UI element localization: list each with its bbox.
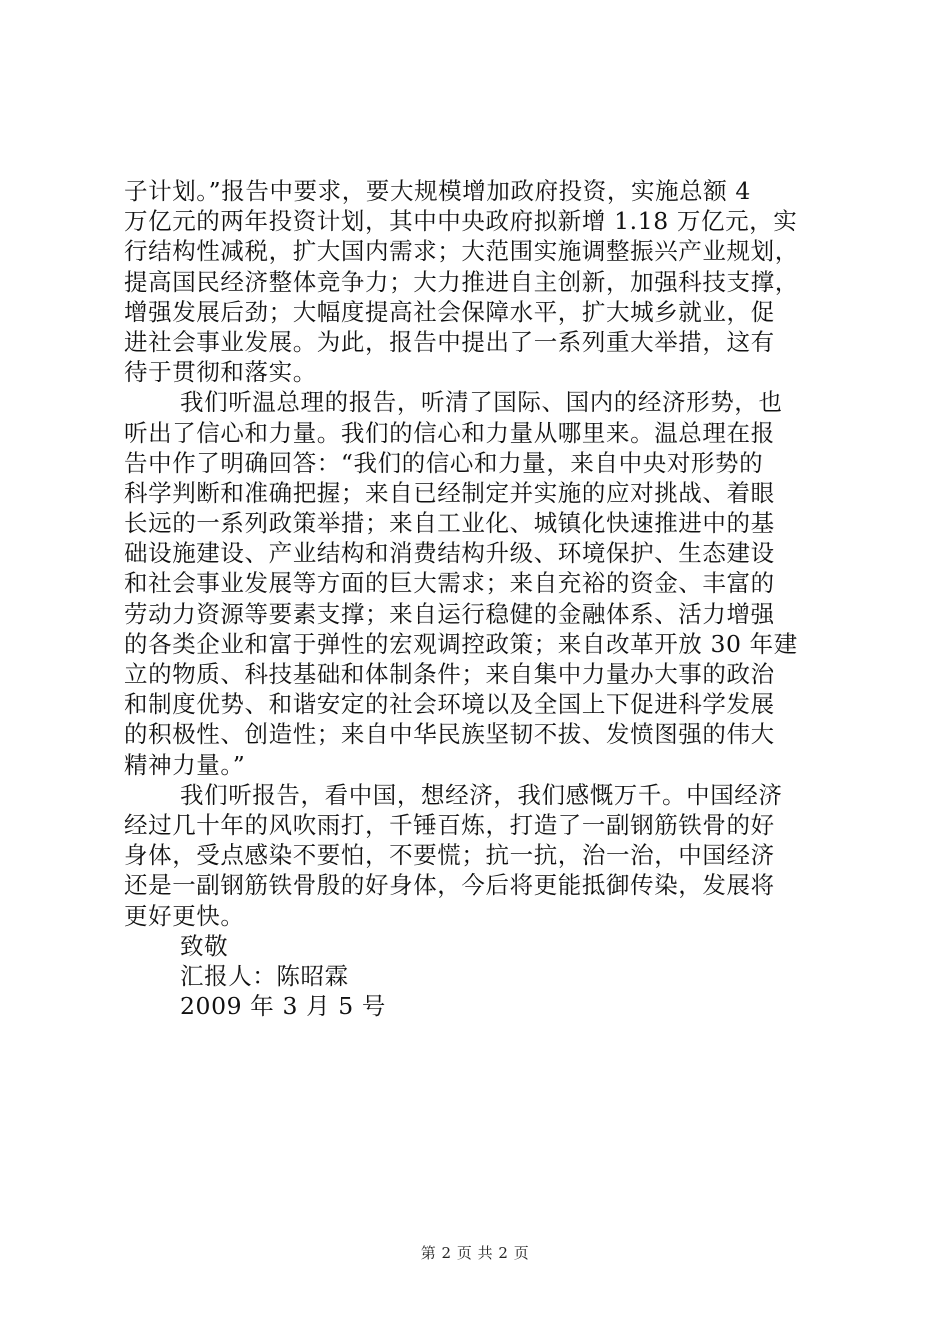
paragraph-3 (124, 780, 844, 931)
text-line: 待于贯彻和落实。 (124, 358, 317, 387)
text-line: 和制度优势、和谐安定的社会环境以及全国上下促进科学发展 (124, 690, 775, 719)
text-line: 子计划。”报告中要求，要大规模增加政府投资，实施总额 4 (124, 177, 751, 205)
text-line: 长远的一系列政策举措；来自工业化、城镇化快速推进中的基 (124, 509, 775, 538)
text-line: 劳动力资源等要素支撑；来自运行稳健的金融体系、活力增强 (124, 599, 775, 628)
text-line: 精神力量。” (124, 750, 246, 779)
text-line: 的各类企业和富于弹性的宏观调控政策；来自改革开放 30 年建 (124, 629, 798, 658)
report-date: 2009 年 3 月 5 号 (180, 992, 386, 1021)
text-line: 经过几十年的风吹雨打，千锤百炼，打造了一副钢筋铁骨的好 (124, 810, 775, 839)
closing-block (124, 931, 844, 1022)
text-line: 的积极性、创造性；来自中华民族坚韧不拔、发愤图强的伟大 (124, 720, 775, 749)
text-line: 告中作了明确回答：“我们的信心和力量，来自中央对形势的 (124, 448, 764, 477)
text-line: 提高国民经济整体竞争力；大力推进自主创新，加强科技支撑， (124, 267, 799, 296)
text-line: 还是一副钢筋铁骨殷的好身体，今后将更能抵御传染，发展将 (124, 871, 775, 900)
page-number: 第 2 页 共 2 页 (420, 1244, 530, 1262)
text-line: 科学判断和准确把握；来自已经制定并实施的应对挑战、着眼 (124, 478, 775, 507)
text-line: 我们听温总理的报告，听清了国际、国内的经济形势，也 (180, 388, 783, 417)
paragraph-2 (124, 387, 844, 779)
text-line: 和社会事业发展等方面的巨大需求；来自充裕的资金、丰富的 (124, 569, 775, 598)
text-line: 进社会事业发展。为此，报告中提出了一系列重大举措，这有 (124, 327, 775, 356)
text-line: 更好更快。 (124, 901, 245, 930)
text-line: 听出了信心和力量。我们的信心和力量从哪里来。温总理在报 (124, 418, 775, 447)
reporter-signature: 汇报人：陈昭霖 (180, 961, 349, 990)
paragraph-1 (124, 176, 844, 387)
text-line: 立的物质、科技基础和体制条件；来自集中力量办大事的政治 (124, 660, 775, 688)
text-line: 万亿元的两年投资计划，其中中央政府拟新增 1.18 万亿元，实 (124, 207, 798, 236)
text-line: 身体，受点感染不要怕，不要慌；抗一抗，治一治，中国经济 (124, 841, 775, 870)
text-line: 础设施建设、产业结构和消费结构升级、环境保护、生态建设 (124, 539, 775, 568)
text-line: 我们听报告，看中国，想经济，我们感慨万千。中国经济 (180, 780, 783, 809)
text-line: 行结构性减税，扩大国内需求；大范围实施调整振兴产业规划， (124, 237, 799, 266)
text-line: 增强发展后劲；大幅度提高社会保障水平，扩大城乡就业，促 (124, 297, 775, 326)
salutation: 致敬 (180, 931, 229, 960)
document-body (124, 176, 844, 1021)
page-footer (0, 1242, 950, 1263)
